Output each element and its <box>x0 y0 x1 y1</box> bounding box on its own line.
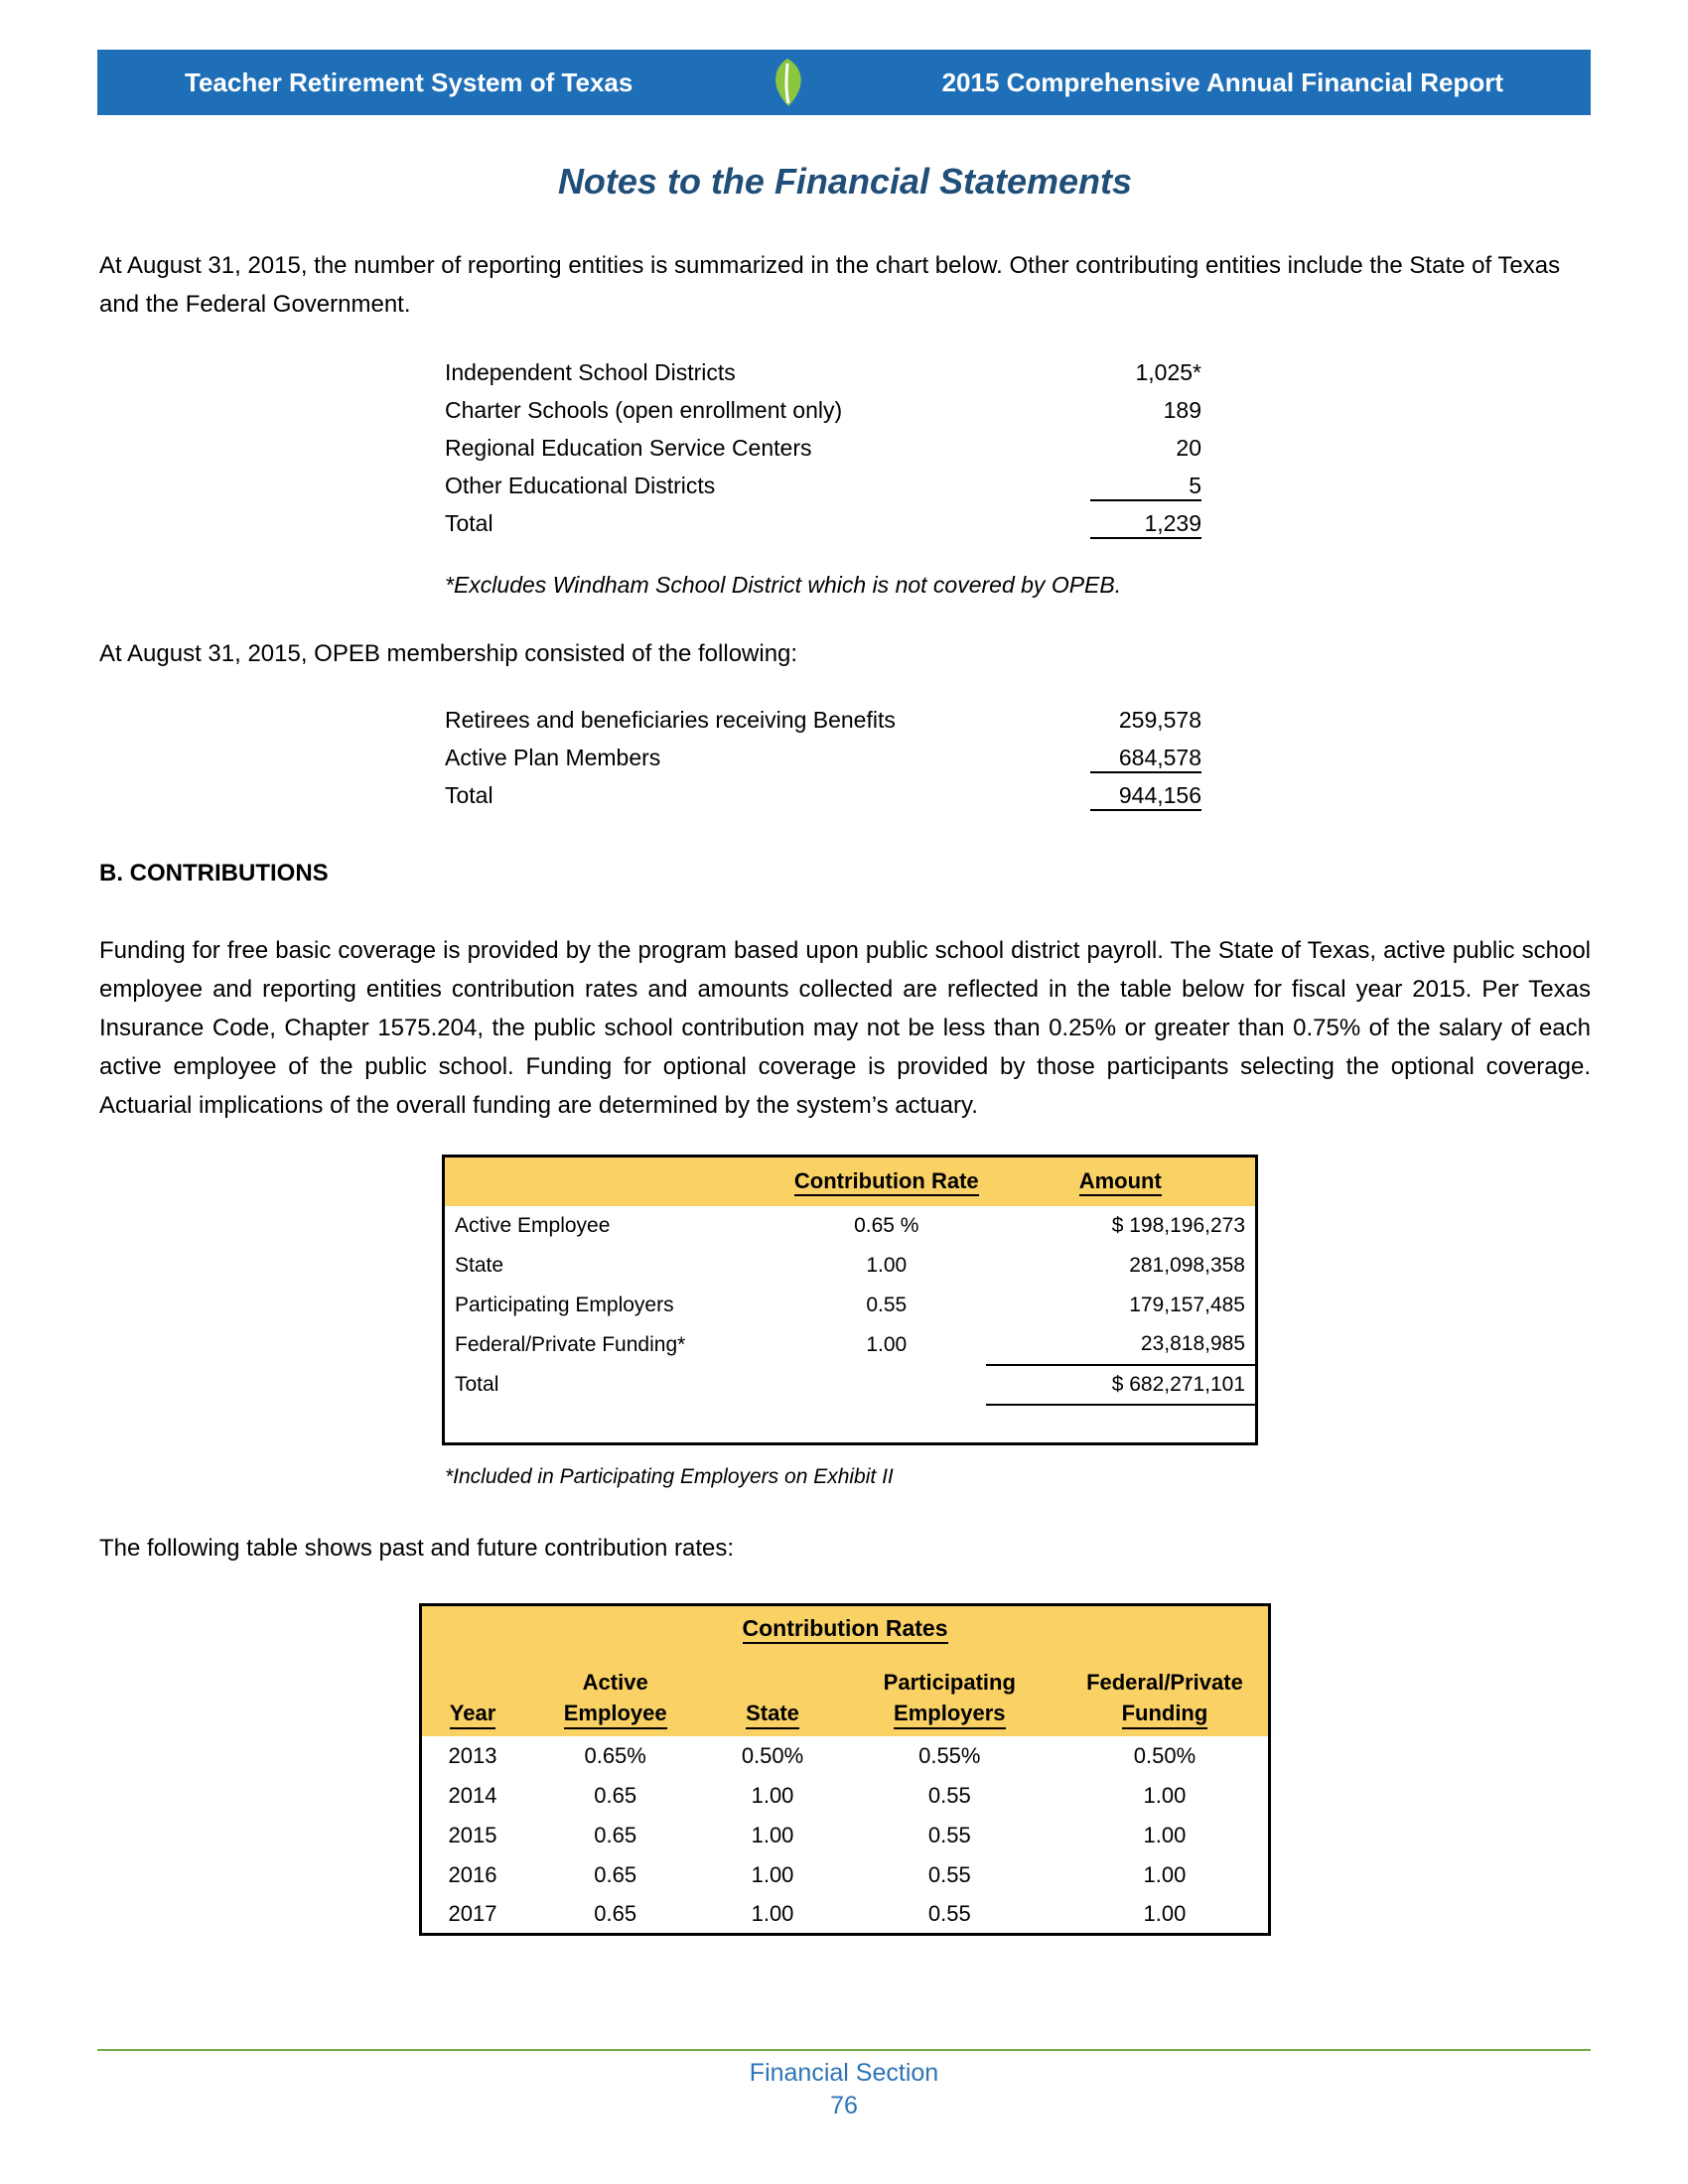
rate-cell: 0.50% <box>1133 1742 1196 1768</box>
table-row <box>445 707 1201 745</box>
participating-employers-header-cell <box>838 1651 1061 1736</box>
row-value: 259,578 <box>1118 707 1201 733</box>
header-label: Employers <box>894 1701 1006 1729</box>
row-label: Total <box>455 1372 499 1396</box>
rate-cell: 0.65 <box>594 1861 637 1887</box>
row-label: Charter Schools (open enrollment only) <box>445 397 843 423</box>
table-total-row <box>445 782 1201 820</box>
row-rate: 1.00 <box>866 1332 908 1356</box>
rate-cell: 0.65 <box>594 1822 637 1847</box>
row-label: State <box>455 1253 504 1277</box>
row-amount: 23,818,985 <box>986 1325 1257 1365</box>
rate-cell: 1.00 <box>751 1822 794 1847</box>
table-row <box>445 745 1201 782</box>
header-line1: Participating <box>883 1669 1016 1695</box>
header-label: Employee <box>564 1701 667 1729</box>
rate-cell: 1.00 <box>1143 1782 1187 1808</box>
row-value: 20 <box>1176 435 1201 461</box>
rate-cell: 1.00 <box>1143 1822 1187 1847</box>
rate-cell: 0.65 <box>594 1900 637 1926</box>
table-row <box>445 435 1201 473</box>
row-rate: 0.55 <box>866 1293 908 1316</box>
table-row <box>421 1855 1270 1895</box>
row-value: 189 <box>1163 397 1201 423</box>
intro-paragraph: At August 31, 2015, the number of reporting entities is summarized in the chart below. Other contributing entities include the State of Texas and the Federal Government. <box>99 252 1561 318</box>
year-cell: 2017 <box>448 1900 497 1926</box>
trs-leaf-logo-icon <box>765 57 810 108</box>
amount-header-label: Amount <box>1079 1168 1162 1196</box>
page-title: Notes to the Financial Statements <box>557 161 1133 202</box>
row-value: 1,025* <box>1135 359 1201 385</box>
table-total-row <box>445 510 1201 548</box>
contribution-rates-history-table <box>419 1603 1271 1936</box>
row-label: Federal/Private Funding* <box>455 1332 686 1356</box>
contributions-paragraph: Funding for free basic coverage is provided by the program based upon public school district payroll. The State of Texas, active public school employee and reporting entities contribution rates and amounts collected are reflected in the table below for fiscal year 2015. Per Texas Insurance Code, Chapter 1575.204, the public school contribution may not be less than 0.25% or greater than 0.75% of the salary of each active employee of the public school. Funding for optional coverage is provided by those participants selecting the optional coverage. Actuarial implications of the overall funding are determined by the system’s actuary. <box>99 937 1591 1119</box>
row-rate: 0.65 % <box>854 1213 919 1237</box>
year-cell: 2015 <box>448 1822 497 1847</box>
spacer-cell <box>444 1405 1257 1444</box>
opeb-membership-table <box>445 707 1201 820</box>
row-label: Retirees and beneficiaries receiving Benefits <box>445 707 896 733</box>
table-row <box>444 1325 1257 1365</box>
row-label: Other Educational Districts <box>445 473 716 498</box>
amount-header-cell <box>986 1157 1257 1206</box>
contributions-heading: B. CONTRIBUTIONS <box>99 860 329 887</box>
table-row <box>421 1895 1270 1935</box>
rate-cell: 1.00 <box>1143 1861 1187 1887</box>
table-row <box>444 1246 1257 1286</box>
header-line1: Federal/Private <box>1086 1669 1243 1695</box>
row-label: Participating Employers <box>455 1293 674 1316</box>
reporting-entities-table <box>445 359 1201 548</box>
row-label: Active Plan Members <box>445 745 661 770</box>
year-cell: 2013 <box>448 1742 497 1768</box>
empty-header-cell <box>444 1157 788 1206</box>
row-value: 944,156 <box>1090 782 1201 811</box>
active-employee-header-cell <box>523 1651 707 1736</box>
rate-header-cell <box>787 1157 985 1206</box>
header-label: State <box>746 1701 799 1729</box>
report-header-bar <box>97 50 1591 115</box>
page-footer <box>97 2049 1591 2120</box>
federal-private-funding-header-cell <box>1061 1651 1270 1736</box>
header-line1: Active <box>582 1669 648 1695</box>
header-report-title: 2015 Comprehensive Annual Financial Report <box>941 67 1503 97</box>
table-row <box>445 397 1201 435</box>
table-header-row <box>444 1157 1257 1206</box>
table-title-row <box>421 1605 1270 1651</box>
row-value: 5 <box>1090 473 1201 501</box>
opeb-membership-paragraph: At August 31, 2015, OPEB membership consisted of the following: <box>99 640 798 667</box>
table-header-row <box>421 1651 1270 1736</box>
rate-cell: 0.50% <box>741 1742 804 1768</box>
rates-intro-paragraph: The following table shows past and future contribution rates: <box>99 1535 735 1562</box>
rate-cell: 0.65% <box>584 1742 646 1768</box>
rate-cell: 1.00 <box>1143 1900 1187 1926</box>
year-cell: 2014 <box>448 1782 497 1808</box>
rate-cell: 0.55 <box>927 1822 971 1847</box>
rate-cell: 0.65 <box>594 1782 637 1808</box>
table-row <box>445 473 1201 510</box>
page-body <box>99 115 1591 1936</box>
header-org-name: Teacher Retirement System of Texas <box>185 67 633 97</box>
rate-cell: 0.55 <box>927 1782 971 1808</box>
year-header-cell <box>421 1651 524 1736</box>
row-rate <box>787 1365 985 1405</box>
row-amount: 179,157,485 <box>1129 1293 1245 1316</box>
state-header-cell <box>707 1651 837 1736</box>
row-value: 684,578 <box>1090 745 1201 773</box>
row-label: Independent School Districts <box>445 359 736 385</box>
row-amount: $ 682,271,101 <box>986 1365 1257 1405</box>
table-title-cell <box>421 1605 1270 1651</box>
rate-cell: 1.00 <box>751 1861 794 1887</box>
contribution-rate-table <box>442 1155 1258 1445</box>
table-row <box>444 1206 1257 1246</box>
row-amount: 281,098,358 <box>1129 1253 1245 1277</box>
row-label: Active Employee <box>455 1213 611 1237</box>
year-cell: 2016 <box>448 1861 497 1887</box>
row-label: Total <box>445 510 493 536</box>
table-row <box>421 1816 1270 1855</box>
table-row <box>444 1286 1257 1325</box>
row-label: Regional Education Service Centers <box>445 435 812 461</box>
rate-cell: 0.55% <box>918 1742 981 1768</box>
page-number: 76 <box>830 2092 858 2119</box>
rate-header-label: Contribution Rate <box>794 1168 979 1196</box>
row-label: Total <box>445 782 493 808</box>
table-total-row <box>444 1365 1257 1405</box>
rate-cell: 0.55 <box>927 1861 971 1887</box>
footer-section-label: Financial Section <box>749 2059 939 2087</box>
spacer-row <box>444 1405 1257 1444</box>
row-rate: 1.00 <box>866 1253 908 1277</box>
rate-cell: 0.55 <box>927 1900 971 1926</box>
rate-cell: 1.00 <box>751 1900 794 1926</box>
row-amount: $ 198,196,273 <box>1111 1213 1245 1237</box>
contribution-table-footnote: *Included in Participating Employers on Exhibit II <box>445 1465 894 1488</box>
table-row <box>445 359 1201 397</box>
header-label: Funding <box>1122 1701 1208 1729</box>
table-row <box>421 1776 1270 1816</box>
entities-footnote: *Excludes Windham School District which is not covered by OPEB. <box>445 572 1122 598</box>
rate-cell: 1.00 <box>751 1782 794 1808</box>
table-title: Contribution Rates <box>743 1615 948 1644</box>
header-label: Year <box>450 1701 496 1729</box>
row-value: 1,239 <box>1090 510 1201 539</box>
table-row <box>421 1736 1270 1776</box>
